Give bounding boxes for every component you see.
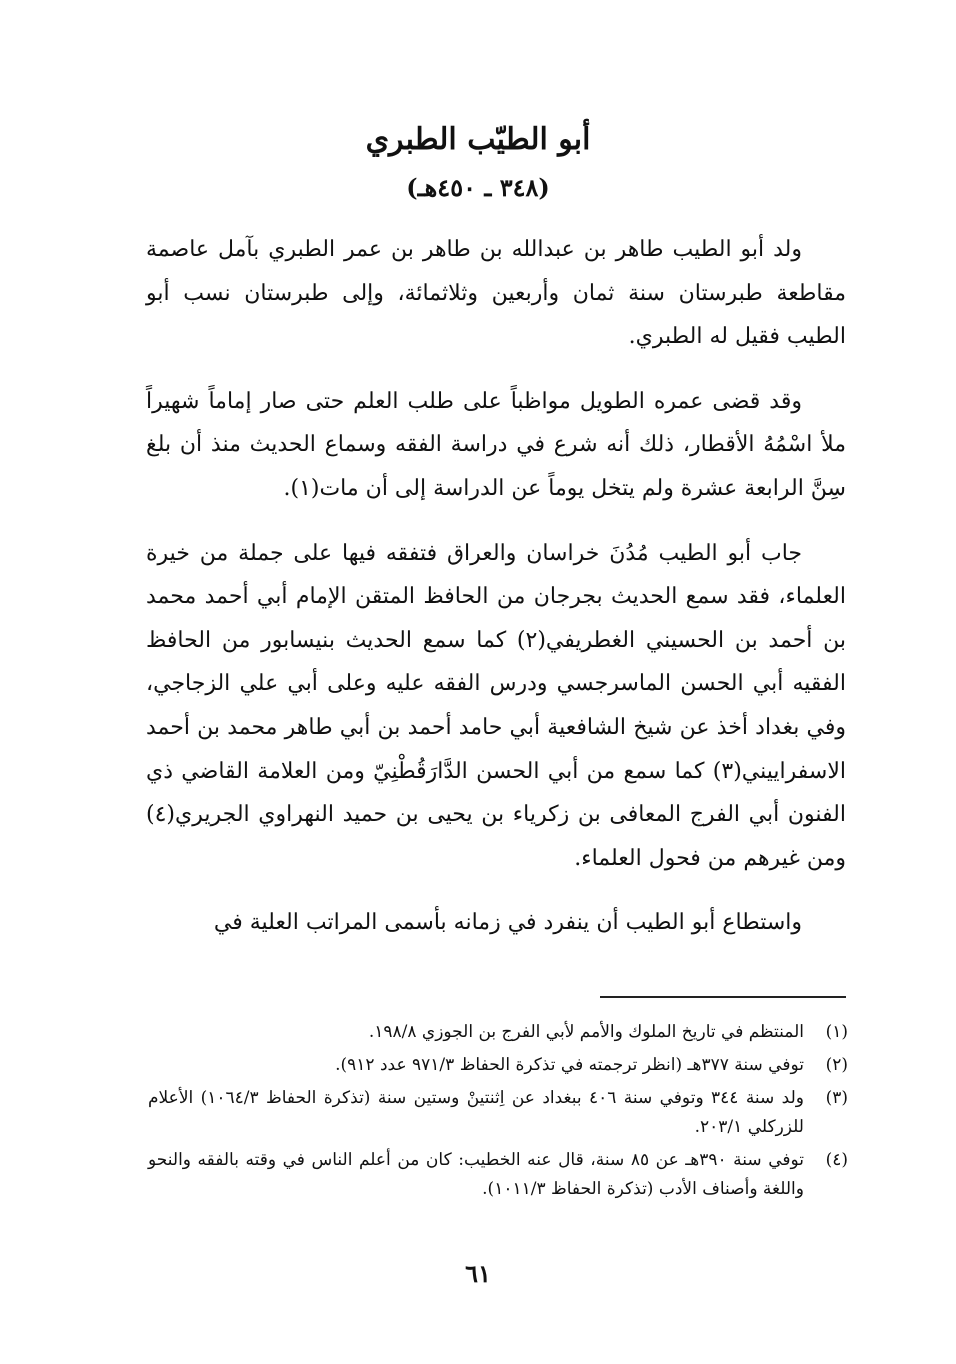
- footnote-1: [148, 1018, 848, 1047]
- footnote-text: توفي سنة ٣٧٧هـ (انظر ترجمته في تذكرة الحفاظ ٩٧١/٣ عدد ٩١٢).: [335, 1055, 804, 1075]
- paragraph-4: واستطاع أبو الطيب أن ينفرد في زمانه بأسمى المراتب العلية في: [213, 910, 802, 936]
- footnote-2: [148, 1051, 848, 1080]
- footnote-text: توفي سنة ٣٩٠هـ عن ٨٥ سنة، قال عنه الخطيب: كان من أعلم الناس في وقته بالفقه والنحو واللغة وأصناف الأدب (تذكرة الحفاظ ١٠١١/٣).: [148, 1150, 804, 1199]
- footnote-text: ولد سنة ٣٤٤ وتوفي سنة ٤٠٦ ببغداد عن اِثنتينْ وستين سنة (تذكرة الحفاظ ١٠٦٤/٣) الأعلام للزركلي ٢٠٣/١.: [148, 1088, 804, 1137]
- chapter-dates: (٣٤٨ ـ ٤٥٠هـ): [406, 173, 550, 202]
- paragraph-1: ولد أبو الطيب طاهر بن عبدالله بن طاهر بن عمر الطبري بآمل عاصمة مقاطعة طبرستان سنة ثمان وأربعين وثلاثمائة، وإلى طبرستان نسب أبو الطيب فقيل له الطبري.: [146, 237, 846, 350]
- footnote-number: (١): [825, 1022, 848, 1042]
- footnote-4: [148, 1146, 848, 1204]
- body-text: [146, 228, 846, 945]
- paragraph-2: وقد قضى عمره الطويل مواظباً على طلب العلم حتى صار إماماً شهيراً ملأ اسْمُهُ الأقطار، ذلك أنه شرع في دراسة الفقه وسماع الحديث منذ أن بلغ سِنَّ الرابعة عشرة ولم يتخل يوماً عن الدراسة إلى أن مات(١).: [146, 388, 846, 501]
- chapter-title: أبو الطيّب الطبري: [365, 122, 591, 157]
- page-number: ٦١: [465, 1259, 491, 1288]
- footnote-number: (٤): [825, 1150, 848, 1170]
- footnote-separator: [600, 996, 846, 998]
- footnote-3: [148, 1084, 848, 1142]
- footnotes: [148, 1018, 848, 1208]
- footnote-number: (٣): [825, 1088, 848, 1108]
- footnote-text: المنتظم في تاريخ الملوك والأمم لأبي الفرج بن الجوزي ١٩٨/٨.: [368, 1022, 804, 1042]
- footnote-number: (٢): [825, 1055, 848, 1075]
- paragraph-3: جاب أبو الطيب مُدُنَ خراسان والعراق فتفقه فيها على جملة من خيرة العلماء، فقد سمع الحديث بجرجان من الحافظ المتقن الإمام أبي أحمد محمد بن أحمد بن الحسيني الغطريفي(٢) كما سمع الحديث بنيسابور من الحافظ الفقيه أبي الحسن الماسرجسي ودرس الفقه عليه وعلى أبي علي الزجاجي، وفي بغداد أخذ عن شيخ الشافعية أبي حامد أحمد بن أبي طاهر محمد بن أحمد الاسفراييني(٣) كما سمع من أبي الحسن الدَّارَقُطْنِيّ ومن العلامة القاضي ذي الفنون أبي الفرج المعافى بن زكرياء بن يحيى بن حميد النهراوي الجريري(٤) ومن غيرهم من فحول العلماء.: [146, 540, 846, 871]
